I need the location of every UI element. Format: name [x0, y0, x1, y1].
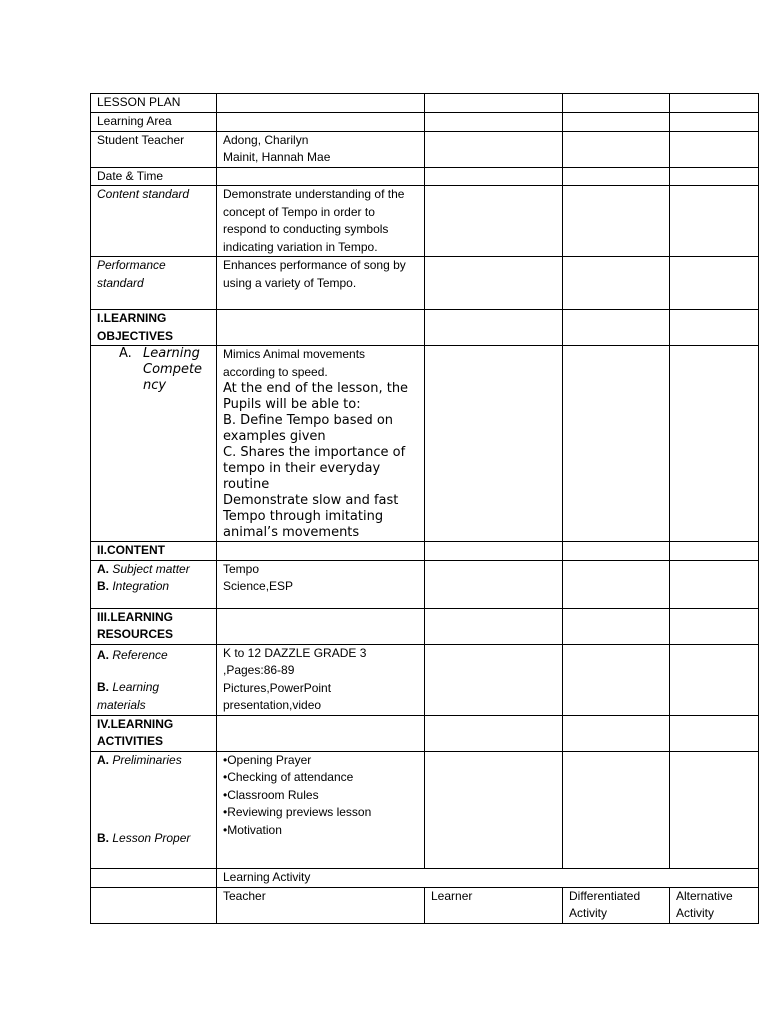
table-row	[91, 715, 759, 751]
performance-standard-label: Performance standard	[91, 257, 217, 310]
lesson-proper-label: Lesson Proper	[112, 831, 191, 845]
table-row	[91, 542, 759, 561]
learning-area-label: Learning Area	[91, 113, 217, 132]
lesson-plan-label: LESSON PLAN	[91, 94, 217, 113]
list-item: • Motivation	[223, 822, 418, 840]
table-row	[91, 887, 759, 923]
reference-label-cell: A. Reference B. Learning materials	[91, 644, 217, 715]
subject-matter-label-cell: A. Subject matter B. Integration	[91, 560, 217, 608]
competency-value: Mimics Animal movements according to speed. At the end of the lesson, the Pupils will be able to: B. Define Tempo based on examples given C. Shares the importance of tempo in their everyday routine Demonstrate slow and fast Tempo through imitating animal’s movements	[217, 346, 425, 542]
preliminaries-value	[217, 751, 425, 868]
learning-activity-label: Learning Activity	[217, 868, 759, 887]
competency-label: Learning Competency	[143, 346, 203, 393]
table-row	[91, 560, 759, 608]
subject-matter-label: Subject matter	[112, 561, 190, 576]
table-row	[91, 131, 759, 167]
table-row	[91, 751, 759, 868]
competency-letter: A.	[119, 346, 132, 361]
date-time-label: Date & Time	[91, 167, 217, 186]
learning-resources-heading: III.LEARNING RESOURCES	[91, 608, 217, 644]
table-row	[91, 186, 759, 257]
learning-materials-label: Learning materials	[97, 680, 160, 712]
header-alternative: Alternative Activity	[670, 887, 759, 923]
table-row	[91, 113, 759, 132]
learning-objectives-heading: I.LEARNING OBJECTIVES	[91, 310, 217, 346]
preliminaries-label-cell: A. Preliminaries B. Lesson Proper	[91, 751, 217, 868]
lesson-plan-table	[90, 93, 759, 924]
header-learner: Learner	[425, 887, 563, 923]
reference-label: Reference	[112, 647, 168, 662]
header-differentiated: Differentiated Activity	[563, 887, 670, 923]
list-item: • Reviewing previews lesson	[223, 804, 418, 822]
table-row	[91, 346, 759, 542]
content-heading: II.CONTENT	[91, 542, 217, 561]
student-teacher-value: Adong, Charilyn Mainit, Hannah Mae	[217, 131, 425, 167]
content-standard-label: Content standard	[91, 186, 217, 257]
competency-label-cell	[91, 346, 217, 542]
preliminaries-label: Preliminaries	[112, 752, 182, 767]
list-item: • Checking of attendance	[223, 769, 418, 787]
table-row	[91, 310, 759, 346]
table-row	[91, 94, 759, 113]
reference-value: K to 12 DAZZLE GRADE 3 ,Pages:86-89 Pictures,PowerPoint presentation,video	[217, 644, 425, 715]
preliminaries-list	[223, 752, 418, 840]
table-row	[91, 257, 759, 310]
table-row	[91, 608, 759, 644]
student-teacher-label: Student Teacher	[91, 131, 217, 167]
header-teacher: Teacher	[217, 887, 425, 923]
table-row	[91, 868, 759, 887]
list-item: • Classroom Rules	[223, 787, 418, 805]
integration-label: Integration	[112, 579, 170, 593]
subject-matter-value: Tempo Science,ESP	[217, 560, 425, 608]
list-item: • Opening Prayer	[223, 752, 418, 770]
content-standard-value: Demonstrate understanding of the concept of Tempo in order to respond to conducting symbols indicating variation in Tempo.	[217, 186, 425, 257]
table-row	[91, 644, 759, 715]
table-row	[91, 167, 759, 186]
performance-standard-value: Enhances performance of song by using a variety of Tempo.	[217, 257, 425, 310]
learning-activities-heading: IV.LEARNING ACTIVITIES	[91, 715, 217, 751]
